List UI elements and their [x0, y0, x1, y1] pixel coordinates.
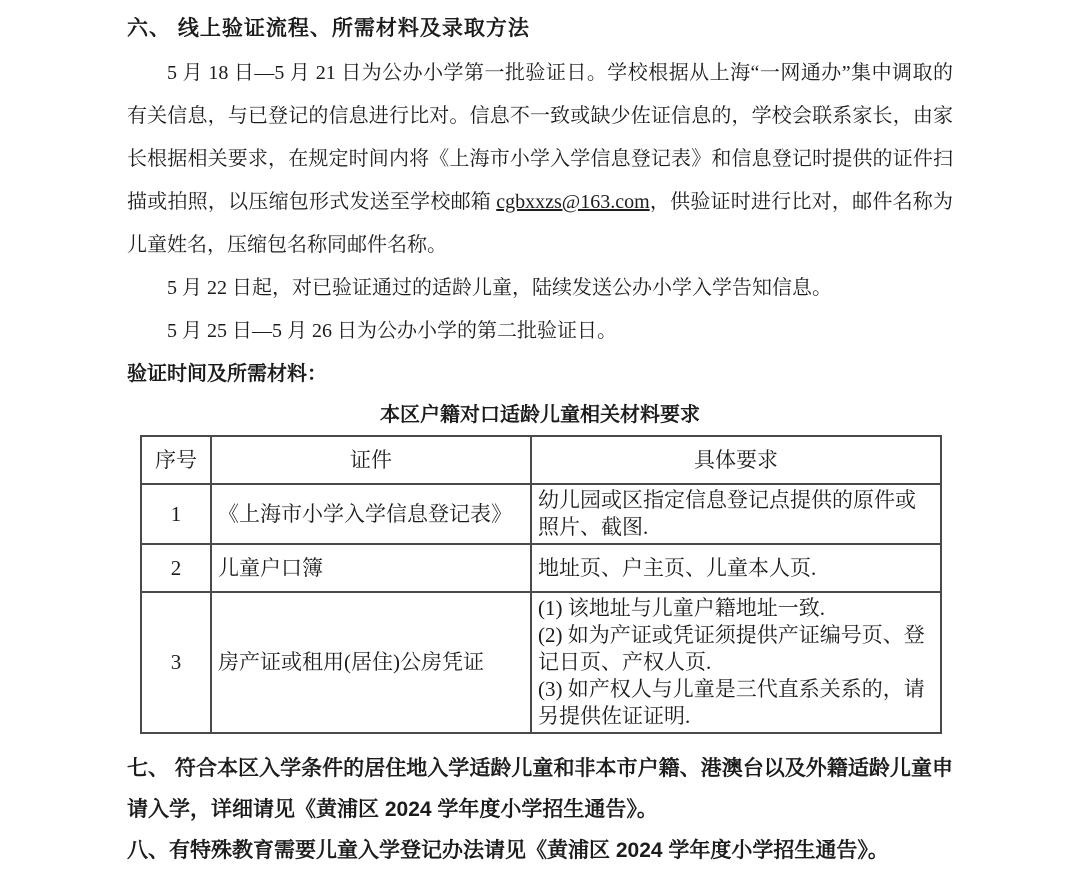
requirement-item-2: (2) 如为产证或凭证须提供产证编号页、登记日页、产权人页. [538, 623, 925, 674]
row3-number-cell: 3 [141, 592, 211, 733]
table-row [141, 592, 941, 733]
section6-paragraph-notification: 5 月 22 日起，对已验证通过的适龄儿童，陆续发送公办小学入学告知信息。 [167, 277, 832, 299]
materials-label: 验证时间及所需材料： [127, 363, 327, 385]
section7-paragraph: 七、 符合本区入学条件的居住地入学适龄儿童和非本市户籍、港澳台以及外籍适龄儿童申请入学，详细请见《黄浦区 2024 学年度小学招生通告》。 [127, 757, 953, 821]
row2-number-cell: 2 [141, 544, 211, 592]
row2-requirement-cell: 地址页、户主页、儿童本人页. [531, 544, 941, 592]
row2-document-cell: 儿童户口簿 [211, 544, 531, 592]
table-header-row [141, 436, 941, 484]
paragraph-text-after-email: ，供验证时进行比对，邮件名称为儿童姓名，压缩包名称同邮件名称。 [127, 191, 954, 256]
materials-table [140, 435, 942, 734]
header-cell-requirement: 具体要求 [531, 436, 941, 484]
section8-paragraph: 八、有特殊教育需要儿童入学登记办法请见《黄浦区 2024 学年度小学招生通告》。 [127, 839, 889, 862]
requirement-item-1: (1) 该地址与儿童户籍地址一致. [538, 596, 825, 620]
row3-document-cell: 房产证或租用(居住)公房凭证 [211, 592, 531, 733]
header-cell-document: 证件 [211, 436, 531, 484]
section6-heading: 六、 线上验证流程、所需材料及录取方法 [127, 17, 530, 40]
row1-requirement-cell: 幼儿园或区指定信息登记点提供的原件或照片、截图. [531, 484, 941, 544]
header-cell-number: 序号 [141, 436, 211, 484]
section6-paragraph-batch2: 5 月 25 日—5 月 26 日为公办小学的第二批验证日。 [167, 320, 617, 342]
table-row [141, 544, 941, 592]
row1-document-cell: 《上海市小学入学信息登记表》 [211, 484, 531, 544]
requirement-item-3: (3) 如产权人与儿童是三代直系关系的，请另提供佐证证明. [538, 677, 925, 728]
school-email-link[interactable]: cgbxxzs@163.com [496, 191, 650, 213]
materials-table-title: 本区户籍对口适龄儿童相关材料要求 [380, 404, 700, 426]
row3-requirement-cell [531, 592, 941, 733]
paragraph-text-before-email: 5 月 18 日—5 月 21 日为公办小学第一批验证日。学校根据从上海“一网通办”集中调取的有关信息，与已登记的信息进行比对。信息不一致或缺少佐证信息的，学校会联系家长，由家长根据相关要求，在规定时间内将《上海市小学入学信息登记表》和信息登记时提供的证件扫描或拍照，以压缩包形式发送至学校邮箱 [127, 62, 953, 213]
section6-paragraph-batch1 [127, 52, 953, 267]
table-row [141, 484, 941, 544]
row1-number-cell: 1 [141, 484, 211, 544]
